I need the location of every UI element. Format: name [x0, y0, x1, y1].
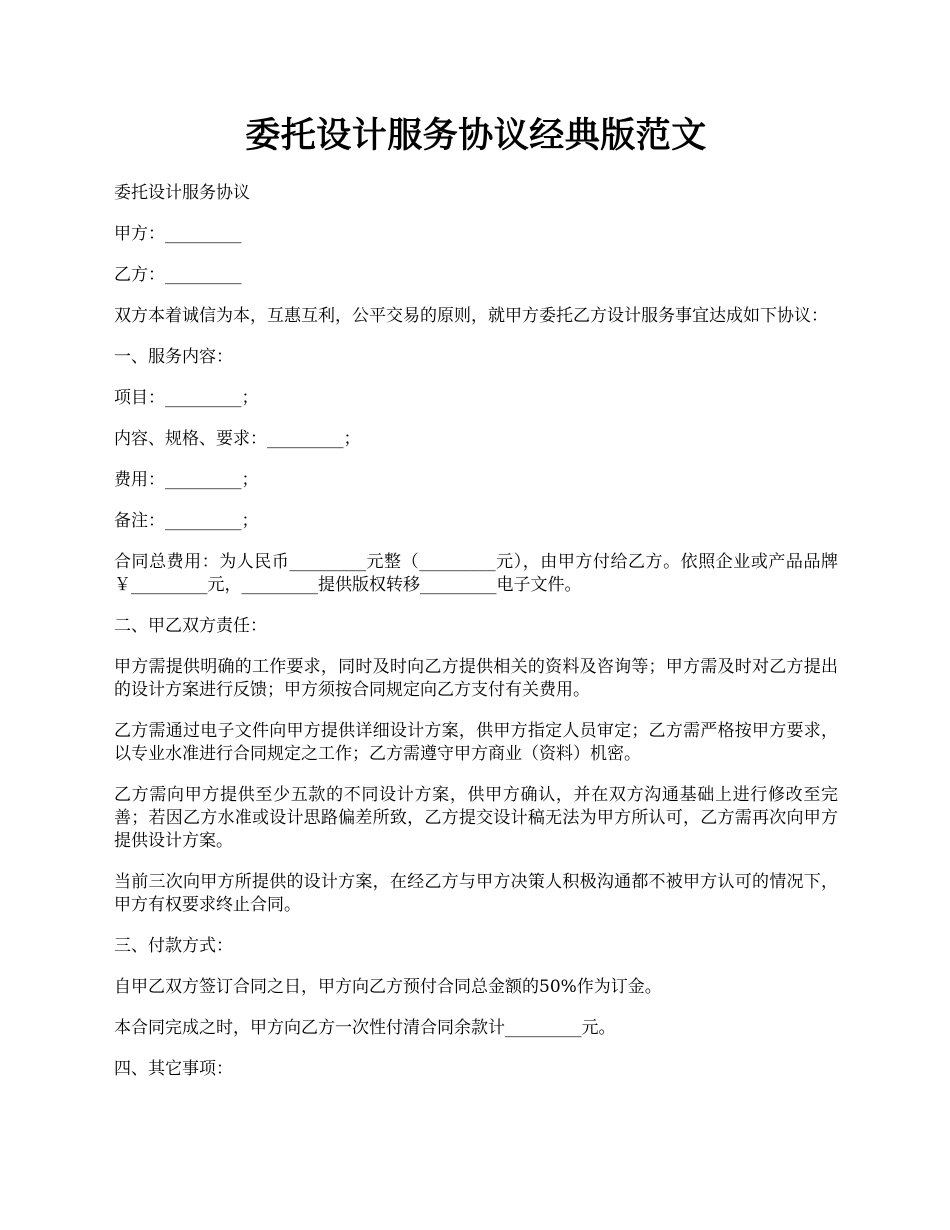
- party-a-line: 甲方：_________: [114, 224, 242, 244]
- section-1-heading: 一、服务内容：: [114, 347, 233, 367]
- termination-paragraph: 当前三次向甲方所提供的设计方案，在经乙方与甲方决策人积极沟通都不被甲方认可的情况下，甲方有权要求终止合同。: [114, 872, 838, 915]
- party-b-duty-paragraph: 乙方需通过电子文件向甲方提供详细设计方案，供甲方指定人员审定；乙方需严格按甲方要求，以专业水准进行合同规定之工作；乙方需遵守甲方商业（资料）机密。: [114, 721, 838, 764]
- balance-paragraph: 本合同完成之时，甲方向乙方一次性付清合同余款计_________元。: [114, 1018, 616, 1038]
- deposit-paragraph: 自甲乙双方签订合同之日，甲方向乙方预付合同总金额的50%作为订金。: [114, 977, 662, 997]
- remarks-line: 备注：_________；: [114, 511, 259, 531]
- design-proposal-paragraph: 乙方需向甲方提供至少五款的不同设计方案，供甲方确认，并在双方沟通基础上进行修改至完善；若因乙方水准或设计思路偏差所致，乙方提交设计稿无法为甲方所认可，乙方需再次向甲方提供设计方案。: [114, 785, 838, 851]
- fee-line: 费用：_________；: [114, 470, 259, 490]
- section-3-heading: 三、付款方式：: [114, 936, 233, 956]
- agreement-heading: 委托设计服务协议: [114, 183, 250, 203]
- project-line: 项目：_________；: [114, 388, 259, 408]
- document-title: 委托设计服务协议经典版范文: [245, 115, 707, 156]
- section-4-heading: 四、其它事项：: [114, 1059, 233, 1079]
- document-body: [114, 182, 838, 1081]
- party-b-line: 乙方：_________: [114, 265, 242, 285]
- party-a-duty-paragraph: 甲方需提供明确的工作要求，同时及时向乙方提供相关的资料及咨询等；甲方需及时对乙方提出的设计方案进行反馈；甲方须按合同规定向乙方支付有关费用。: [114, 657, 838, 700]
- preamble-paragraph: 双方本着诚信为本，互惠互利，公平交易的原则，就甲方委托乙方设计服务事宜达成如下协议：: [114, 306, 828, 326]
- section-2-heading: 二、甲乙双方责任：: [114, 616, 267, 636]
- total-fee-paragraph: 合同总费用：为人民币_________元整（_________元），由甲方付给乙方。依照企业或产品品牌￥_________元，_________提供版权转移_________电子文件。: [114, 552, 838, 595]
- content-spec-line: 内容、规格、要求：_________；: [114, 429, 361, 449]
